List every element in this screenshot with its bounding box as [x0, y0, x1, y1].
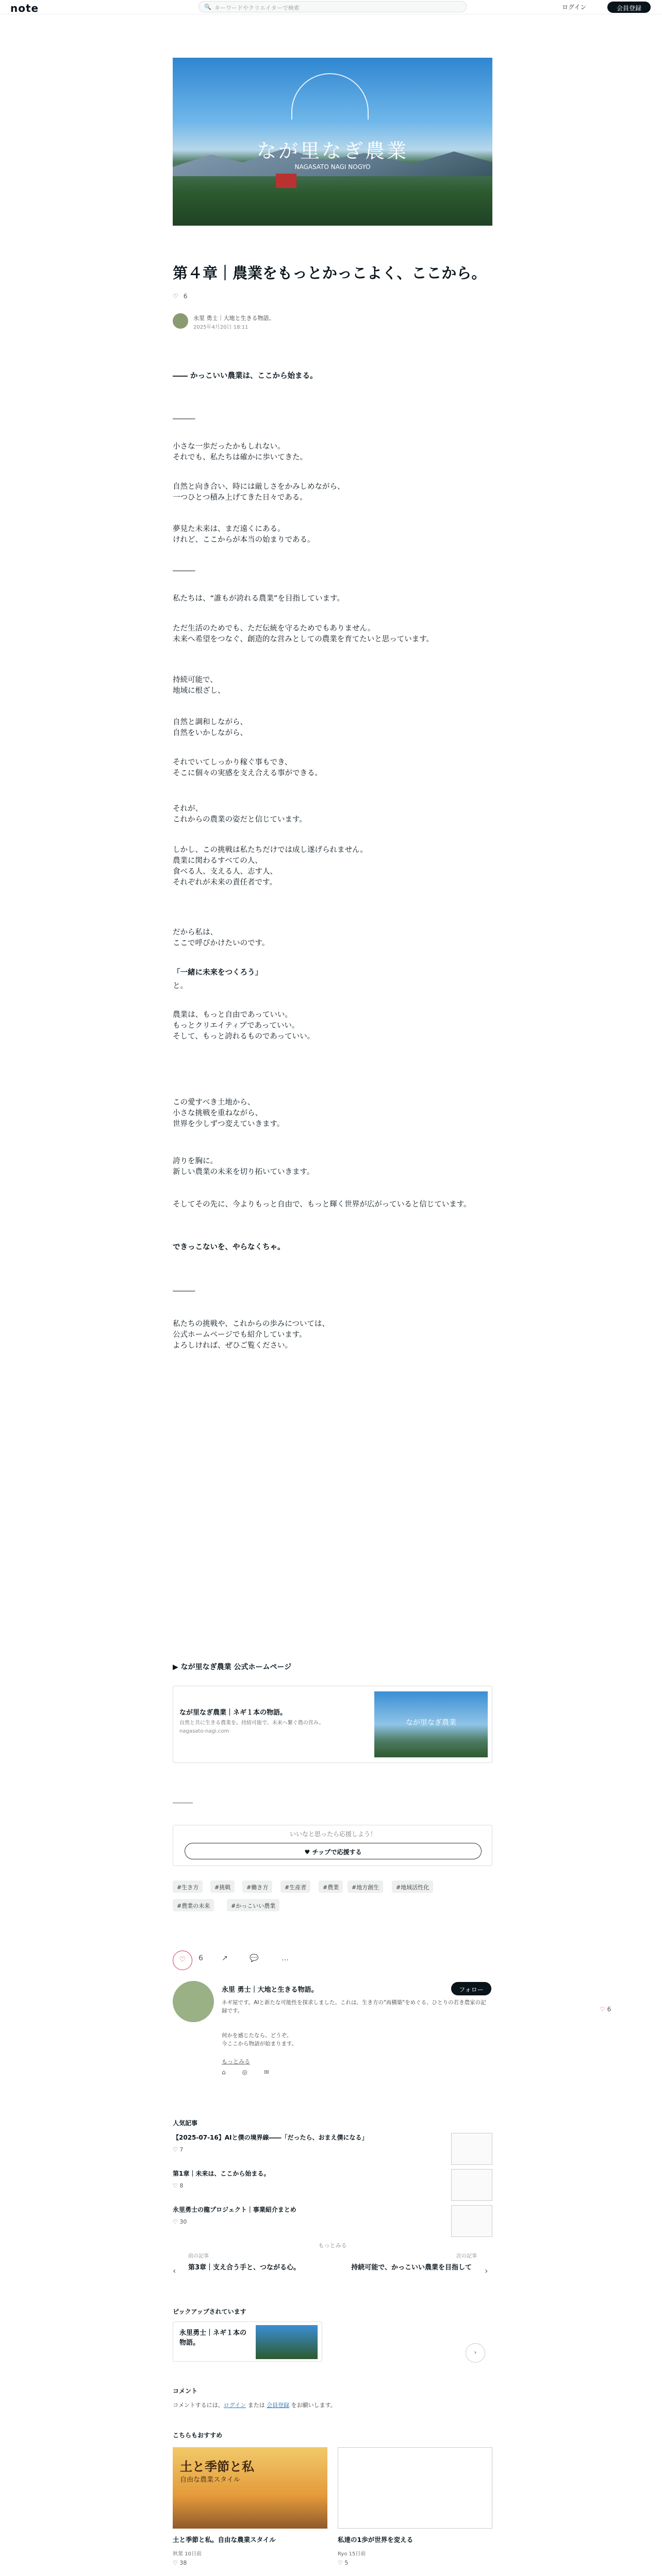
comment-register-link[interactable]: 会員登録 — [267, 2402, 290, 2409]
end-divider: ――― — [173, 1799, 193, 1807]
tip-box — [173, 1825, 492, 1866]
popular-item-thumbnail — [451, 2205, 492, 2237]
popular-item[interactable] — [173, 2205, 492, 2237]
popular-item[interactable] — [173, 2133, 492, 2165]
chevron-right-icon: › — [474, 2349, 477, 2356]
profile-description-2: 何かを感じたなら、どうぞ。 今ここから物語が始まります。 — [222, 2032, 297, 2047]
recommend-title: 私達の1歩が世界を変える — [338, 2536, 413, 2544]
link-card-thumbnail — [374, 1691, 488, 1757]
sun-arc-graphic — [291, 73, 369, 120]
recommend-title: 土と季節と私。自由な農業スタイル — [173, 2536, 276, 2544]
profile-description: ネギ屋です。AIと新たな可能性を探求しました。これは、生き方の"再構築"をめぐる、ひとりの若き農家の記録です。 — [222, 1999, 486, 2014]
popular-more-link[interactable]: もっとみる — [318, 2242, 347, 2249]
next-label: 次の記事 — [456, 2253, 477, 2259]
hero-title: なが里なぎ農業 — [256, 140, 408, 162]
carousel-next-button[interactable] — [466, 2343, 485, 2363]
article-paragraph: ただ生活のためでも、ただ伝統を守るためでもありません。 未来へ希望をつなぐ、創造的な営みとしての農業を育てたいと思っています。 — [173, 624, 434, 643]
article-paragraph: しかし、この挑戦は私たちだけでは成し遂げられません。 農業に関わるすべての人、 食べる人、支える人、志す人、 それぞれが未来の責任者です。 — [173, 846, 368, 887]
prev-title: 第3章｜支え合う手と、つながる心。 — [188, 2264, 301, 2272]
heart-icon: ♡ — [179, 1956, 186, 1964]
share-icon[interactable]: ↗ — [222, 1954, 228, 1962]
prev-article[interactable] — [173, 2251, 327, 2292]
article-paragraph: と。 — [173, 982, 188, 990]
profile-avatar[interactable] — [173, 1981, 214, 2022]
popular-heading: 人気記事 — [173, 2120, 198, 2127]
popular-item-title: 第1章｜未来は、ここから始まる。 — [173, 2170, 270, 2177]
side-like-button[interactable]: ♡ 6 — [600, 2006, 611, 2013]
login-link[interactable]: ログイン — [562, 4, 587, 11]
official-site-link[interactable]: ▶ なが里なぎ農業 公式ホームページ — [173, 1663, 292, 1671]
article-title: 第４章｜農業をもっとかっこよく、ここから。 — [173, 264, 487, 282]
heart-icon: ♡ — [173, 293, 178, 300]
search-placeholder: キーワードやクリエイターで検索 — [214, 5, 300, 11]
author-name[interactable]: 永里 勇士｜大地と生きる物語。 — [193, 315, 275, 321]
heart-icon: ♡ — [600, 2006, 607, 2013]
article-paragraph: それが、 これからの農業の姿だと信じています。 — [173, 805, 307, 824]
popular-item-title: 【2025-07-16】AIと僕の境界線――「だったら、おまえ僕になる」 — [173, 2134, 368, 2141]
recommend-author: 秋葉 10日前 — [173, 2551, 202, 2557]
recommend-likes: ♡ 38 — [173, 2560, 187, 2566]
article-paragraph: 農業は、もっと自由であっていい。 もっとクリエイティブであっていい。 そして、もっと誇れるものであっていい。 — [173, 1011, 315, 1041]
article-paragraph: 「一緒に未来をつくろう」 — [173, 969, 262, 977]
tag-item[interactable]: #地方創生 — [347, 1880, 383, 1893]
comment-heading: コメント — [173, 2387, 198, 2395]
article-paragraph: ――― — [173, 567, 195, 575]
article-paragraph: ――― — [173, 1287, 195, 1295]
tag-item[interactable]: #生産者 — [280, 1880, 310, 1893]
hero-image — [173, 58, 492, 226]
chevron-right-icon: › — [485, 2266, 488, 2276]
thumbnail-title-text: 土と季節と私 — [180, 2460, 254, 2474]
link-card-url: nagasato-nagi.com — [179, 1728, 229, 1734]
link-card-title: なが里なぎ農業｜ネギ１本の物語。 — [179, 1709, 287, 1717]
article-paragraph: 自然と調和しながら、 自然をいかしながら、 — [173, 718, 247, 737]
more-icon[interactable]: … — [282, 1954, 289, 1962]
register-button[interactable]: 会員登録 — [607, 2, 651, 13]
search-input[interactable] — [198, 1, 467, 12]
hero-subtitle: NAGASATO NAGI NOGYO — [294, 163, 371, 171]
comment-prompt: コメントするには、ログイン または 会員登録 をお願いします。 — [173, 2402, 336, 2409]
tag-item[interactable]: #かっこいい農業 — [227, 1899, 279, 1911]
recommend-likes: ♡ 5 — [338, 2560, 349, 2566]
picked-title: 永里勇士｜ネギ１本の物語。 — [179, 2329, 247, 2347]
tag-item[interactable]: #農業 — [319, 1880, 343, 1893]
tag-item[interactable]: #農業の未来 — [173, 1899, 214, 1911]
article-paragraph: それでいてしっかり稼ぐ事もでき、 そこに個々の実感を支え合える事ができる。 — [173, 758, 322, 777]
recommend-thumbnail — [173, 2447, 327, 2529]
author-avatar[interactable] — [173, 313, 188, 329]
comment-icon[interactable]: 💬 — [250, 1954, 259, 1962]
follow-button[interactable]: フォロー — [451, 1982, 491, 1995]
article-paragraph: そしてその先に、今よりもっと自由で、もっと輝く世界が広がっていると信じています。 — [173, 1200, 471, 1209]
popular-item-thumbnail — [451, 2133, 492, 2165]
article-paragraph: この愛すべき土地から、 小さな挑戦を重ねながら、 世界を少しずつ変えていきます。 — [173, 1098, 285, 1128]
next-title: 持続可能で、かっこいい農業を目指して — [351, 2264, 472, 2272]
tag-item[interactable]: #挑戦 — [210, 1880, 235, 1893]
popular-item[interactable] — [173, 2169, 492, 2201]
next-article[interactable] — [338, 2251, 492, 2292]
tip-label: いいなと思ったら応援しよう！ — [289, 1831, 376, 1838]
tag-item[interactable]: #働き方 — [242, 1880, 272, 1893]
article-paragraph: ―― かっこいい農業は、ここから始まる。 — [173, 372, 318, 380]
publish-date: 2025年4月20日 18:11 — [193, 325, 249, 330]
author-profile-card — [173, 1981, 492, 2107]
tip-button[interactable]: ♥ チップで応援する — [185, 1843, 482, 1859]
prev-label: 前の記事 — [188, 2253, 209, 2259]
tag-item[interactable]: #地域活性化 — [392, 1880, 433, 1893]
popular-item-likes: ♡ 30 — [173, 2218, 187, 2225]
recommend-heading: こちらもおすすめ — [173, 2432, 223, 2439]
comment-login-link[interactable]: ログイン — [223, 2402, 246, 2409]
tag-item[interactable]: #生き方 — [173, 1880, 203, 1893]
picked-thumbnail — [256, 2325, 318, 2359]
recommend-author: Ryo 15日前 — [338, 2551, 366, 2557]
article-paragraph: 夢見た未来は、まだ遠くにある。 けれど、ここからが本当の始まりである。 — [173, 525, 315, 544]
article-paragraph: 持続可能で、 地域に根ざし、 — [173, 676, 225, 695]
article-paragraph: ――― — [173, 415, 195, 423]
popular-item-thumbnail — [451, 2169, 492, 2201]
popular-item-likes: ♡ 8 — [173, 2182, 184, 2189]
like-count-top[interactable]: ♡ 6 — [173, 293, 188, 300]
site-header — [0, 0, 662, 14]
profile-name[interactable]: 永里 勇士｜大地と生きる物語。 — [222, 1986, 318, 1994]
social-icons[interactable]: ⌂ ◎ ✉ — [222, 2069, 276, 2076]
tractor-graphic — [276, 174, 296, 188]
link-card-thumbnail-text: なが里なぎ農業 — [406, 1719, 456, 1727]
article-paragraph: だから私は、 ここで呼びかけたいのです。 — [173, 928, 270, 947]
search-icon: 🔍 — [204, 4, 211, 10]
link-card-description: 自然と共に生きる農業を。持続可能で、未来へ繋ぐ農の営み。 — [179, 1720, 324, 1726]
picked-card[interactable] — [173, 2321, 322, 2362]
article-paragraph: 私たちは、“誰もが誇れる農業”を目指しています。 — [173, 595, 344, 603]
tip-icon: ♥ — [304, 1849, 312, 1856]
like-count: 6 — [198, 1954, 203, 1962]
note-logo[interactable]: note — [10, 2, 39, 14]
picked-heading: ピックアップされています — [173, 2308, 246, 2315]
popular-item-title: 永里勇士の龍プロジェクト｜事業紹介まとめ — [173, 2206, 296, 2213]
article-paragraph: できっこないを、やらなくちゃ。 — [173, 1243, 285, 1251]
thumbnail-subtitle-text: 自由な農業スタイル — [180, 2476, 240, 2484]
article-paragraph: 私たちの挑戦や、これからの歩みについては、 公式ホームページでも紹介しています。 よろしければ、ぜひご覧ください。 — [173, 1320, 329, 1350]
recommend-thumbnail — [338, 2447, 492, 2529]
profile-more-link[interactable]: もっとみる — [222, 2058, 250, 2065]
article-paragraph: 誇りを胸に。 新しい農業の未来を切り拓いていきます。 — [173, 1157, 315, 1176]
chevron-left-icon: ‹ — [173, 2266, 176, 2276]
link-card[interactable] — [173, 1686, 492, 1763]
article-paragraph: 自然と向き合い、時には厳しさをかみしめながら、 一つひとつ積み上げてきた日々である。 — [173, 483, 345, 502]
popular-item-likes: ♡ 7 — [173, 2146, 184, 2153]
article-paragraph: 小さな一歩だったかもしれない。 それでも、私たちは確かに歩いてきた。 — [173, 443, 307, 462]
like-button[interactable] — [173, 1951, 192, 1970]
